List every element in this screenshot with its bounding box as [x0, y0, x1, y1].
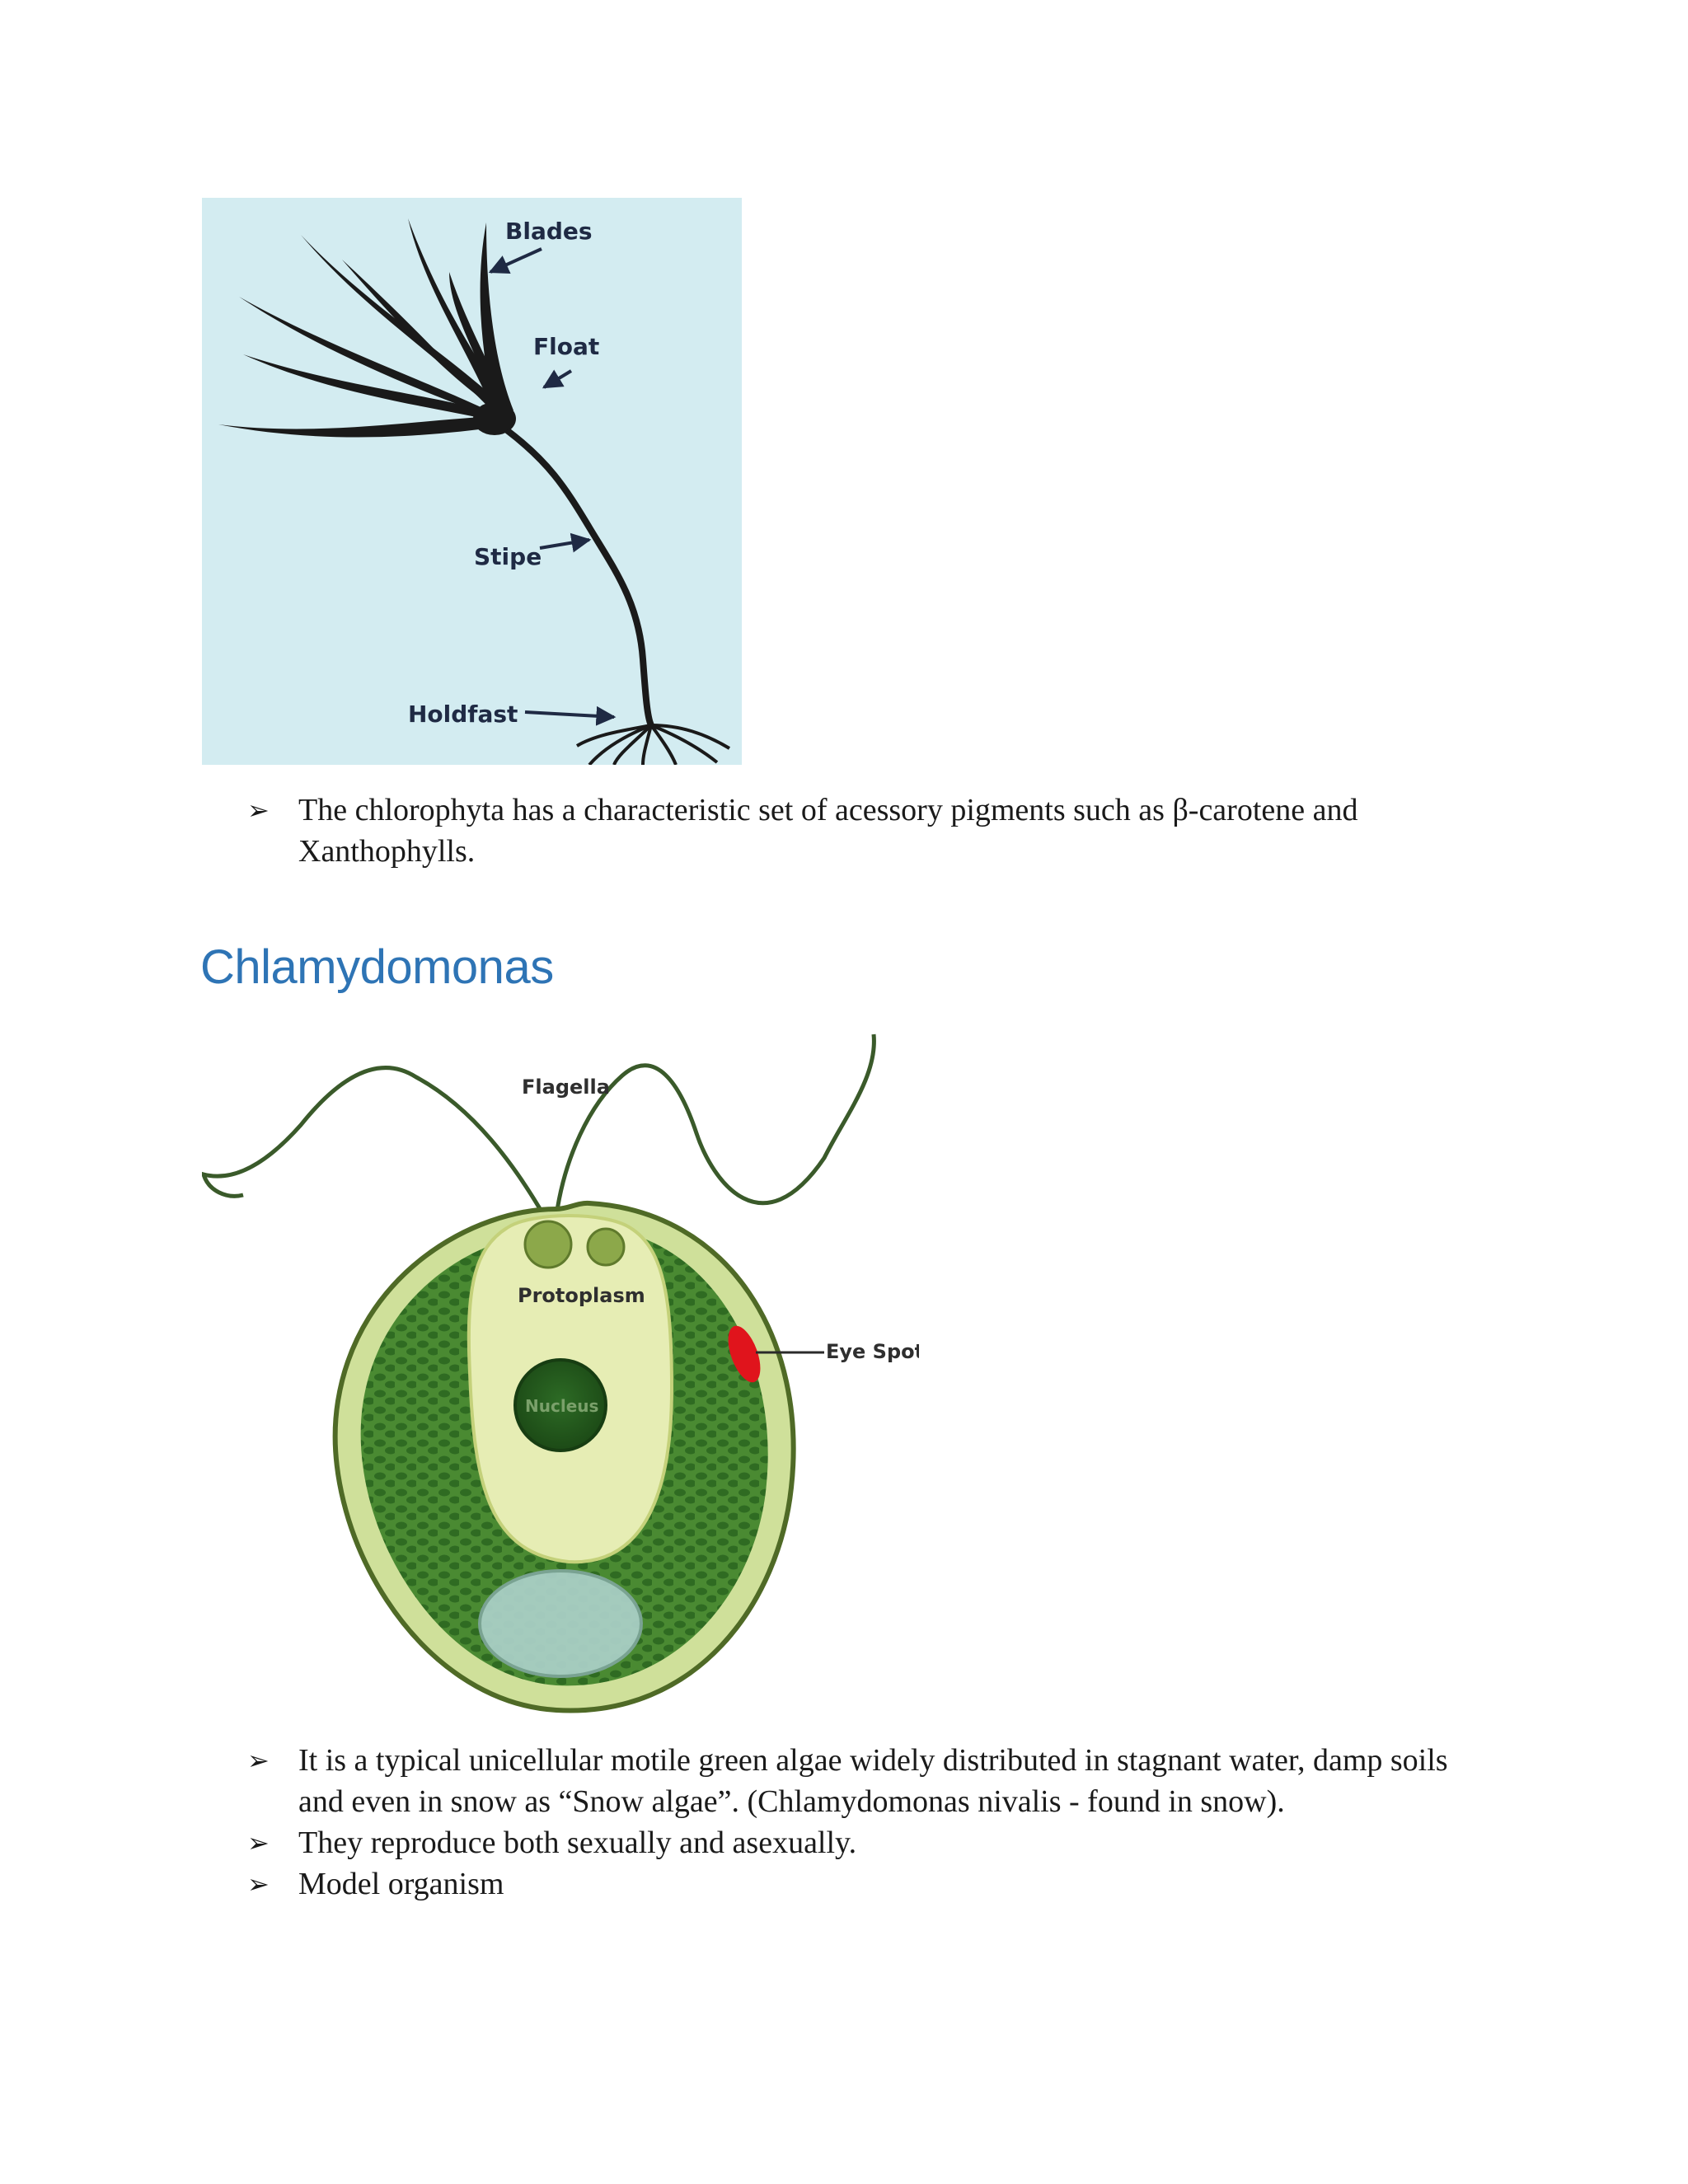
chlamydomonas-diagram: [202, 1026, 919, 1718]
kelp-diagram: [202, 198, 742, 765]
float-label: Float: [533, 333, 600, 360]
nucleus-label: Nucleus: [525, 1396, 599, 1416]
list-item: [247, 1822, 1484, 1863]
bullet-text: Model organism: [298, 1867, 504, 1901]
holdfast-label: Holdfast: [408, 701, 518, 728]
chlamydomonas-bullet-list: [247, 1740, 1484, 1905]
stipe-arrow: [540, 540, 589, 548]
blades-label: Blades: [505, 218, 593, 245]
flagella-label: Flagella: [522, 1076, 610, 1099]
kelp-holdfast: [577, 725, 729, 765]
list-item: [247, 1863, 1484, 1905]
list-item: [247, 1740, 1484, 1822]
eye-spot-label: Eye Spot: [826, 1340, 919, 1363]
chlamydomonas-illustration: [202, 1026, 919, 1718]
blades-arrow: [490, 249, 542, 272]
vacuole-right: [588, 1229, 624, 1265]
arrow-bullet-icon: ➢: [247, 1868, 270, 1900]
arrow-bullet-icon: ➢: [247, 1827, 270, 1858]
stipe-label: Stipe: [474, 543, 542, 570]
kelp-bullet-list: [247, 790, 1451, 872]
section-heading: Chlamydomonas: [200, 940, 554, 994]
kelp-blades: [218, 218, 513, 437]
pyrenoid: [480, 1571, 641, 1676]
vacuole-left: [525, 1221, 571, 1268]
arrow-bullet-icon: ➢: [247, 794, 270, 826]
protoplasm-label: Protoplasm: [518, 1284, 645, 1307]
kelp-illustration: [202, 198, 742, 765]
bullet-text: It is a typical unicellular motile green algae widely distributed in stagnant water, damp soils and even in snow as “Snow algae”. (Chlamydomonas nivalis - found in snow).: [298, 1743, 1448, 1819]
flagella: [204, 1034, 874, 1216]
float-arrow: [544, 371, 571, 387]
holdfast-arrow: [525, 712, 614, 717]
list-item: [247, 790, 1451, 872]
bullet-text: The chlorophyta has a characteristic set of acessory pigments such as β-carotene and Xanthophylls.: [298, 793, 1358, 869]
kelp-stipe: [507, 430, 651, 725]
arrow-bullet-icon: ➢: [247, 1745, 270, 1776]
bullet-text: They reproduce both sexually and asexually.: [298, 1825, 857, 1860]
